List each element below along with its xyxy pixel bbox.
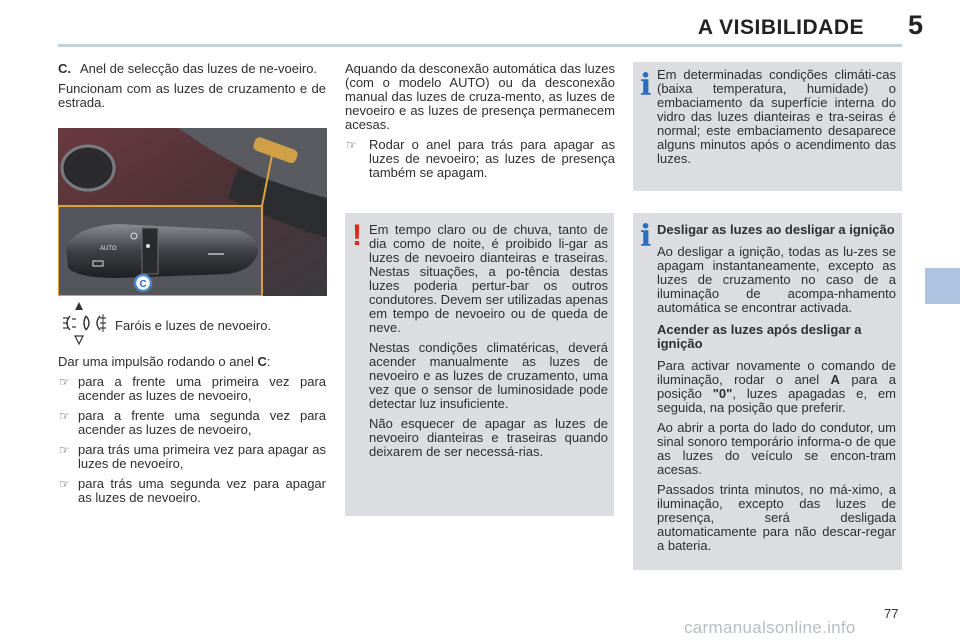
page-number: 77	[884, 606, 899, 621]
list-item-text: para trás uma segunda vez para apagar as luzes de nevoeiro.	[78, 476, 326, 505]
info-paragraph	[657, 359, 896, 415]
chapter-number: 5	[908, 10, 924, 40]
stalk-illustration	[58, 128, 327, 296]
info-text	[657, 68, 896, 166]
callout-c-label: C	[139, 279, 147, 290]
column-middle	[345, 62, 615, 180]
warning-text	[369, 223, 608, 459]
info-paragraph: Ao abrir a porta do lado do condutor, um sinal sonoro temporário informa-o de que as luzes do veículo se encon-tram acesas.	[657, 420, 896, 477]
impulse-ring-label: C	[257, 354, 267, 369]
pointing-hand-icon: ☞	[59, 443, 70, 457]
list-item-text: para a frente uma primeira vez para acender as luzes de nevoeiro,	[78, 374, 326, 403]
auto-disconnect-text: Aquando da desconexão automática das luzes (com o modelo AUTO) ou da desconexão manual das luzes de cruza-mento, as luzes de nevoeiro e as luzes de presença permanecem acesas.	[345, 61, 615, 132]
item-c-text: Anel de selecção das luzes de ne-voeiro.	[80, 61, 318, 76]
warning-paragraph: Em tempo claro ou de chuva, tanto de dia como de noite, é proibido li-gar as luzes de nevoeiro dianteiras e traseiras. Nestas situações, a po-tência destas luzes poderia pertur-bar os outros condutores. Devem ser utilizadas apenas em tempo de nevoeiro ou de queda de neve.	[369, 222, 608, 335]
position-zero-label: "0"	[712, 386, 733, 401]
pointing-hand-icon: ☞	[59, 375, 70, 389]
para2-part-c: , luzes apagadas e, em seguida, na posição que preferir.	[657, 386, 897, 415]
impulse-colon: :	[266, 354, 271, 369]
info-icon: i	[640, 219, 652, 254]
info-panel-condensation	[633, 62, 902, 191]
list-item-text: para a frente uma segunda vez para acender as luzes de nevoeiro,	[78, 408, 326, 437]
info-paragraph: Ao desligar a ignição, todas as lu-zes se apagam instantaneamente, excepto as luzes de cruzamento no caso de a iluminação de acompa-nhamento automática se encontrar activada.	[657, 244, 896, 315]
pointing-hand-icon: ☞	[59, 409, 70, 423]
header-rule	[58, 44, 902, 47]
intro-text: Funcionam com as luzes de cruzamento e de estrada.	[58, 81, 326, 110]
para2-part-a: Para activar novamente o comando de iluminação, rodar o anel	[657, 358, 896, 387]
para2-part-b: para a posição	[657, 372, 896, 401]
warning-panel	[345, 213, 614, 516]
icon-caption: Faróis e luzes de nevoeiro.	[115, 318, 272, 333]
list-item	[58, 477, 326, 505]
item-c-label: C.	[58, 61, 71, 76]
condensation-paragraph: Em determinadas condições climáti-cas (baixa temperatura, humidade) o embaciamento da superfície interna do vidro das luzes dianteiras e tra-seiras é normal; este embaciamento desaparece alguns minutos após o acendimento das luzes.	[657, 67, 896, 166]
info-heading: Desligar as luzes ao desligar a ignição	[657, 222, 895, 237]
list-item	[58, 409, 326, 437]
watermark: carmanualsonline.info	[684, 618, 856, 637]
column-left-top	[58, 62, 326, 110]
impulse-text	[58, 355, 326, 369]
list-item	[58, 443, 326, 471]
chapter-title: A VISIBILIDADE	[697, 16, 864, 39]
info-icon: i	[640, 68, 652, 103]
fog-lights-icon	[62, 300, 112, 346]
list-item	[345, 138, 615, 180]
pointing-hand-icon: ☞	[59, 477, 70, 491]
column-left-bottom	[58, 355, 326, 505]
info-heading: Acender as luzes após desligar a ignição	[657, 322, 862, 351]
chapter-side-tab	[925, 268, 960, 304]
warning-paragraph: Não esquecer de apagar as luzes de nevoeiro dianteiras e traseiras quando deixarem de ser necessá-rias.	[369, 416, 608, 459]
lighting-stalk-photo	[58, 128, 327, 296]
info-text	[657, 223, 896, 553]
info-panel-ignition	[633, 213, 902, 570]
list-item-text: Rodar o anel para trás para apagar as luzes de nevoeiro; as luzes de presença também se apagam.	[369, 137, 615, 180]
list-item-text: para trás uma primeira vez para apagar as luzes de nevoeiro,	[78, 442, 326, 471]
info-paragraph: Passados trinta minutos, no má-ximo, a iluminação, excepto das luzes de presença, será desligada automaticamente para não descar-regar a bateria.	[657, 482, 896, 553]
fog-light-icon-row	[58, 300, 326, 348]
warning-paragraph: Nestas condições climatéricas, deverá acender manualmente as luzes de nevoeiro e as luzes de cruzamento, uma vez que o sensor de luminosidade pode detectar luz insuficiente.	[369, 340, 608, 411]
ring-a-label: A	[830, 372, 840, 387]
pointing-hand-icon: ☞	[346, 138, 357, 152]
warning-icon: !	[352, 219, 362, 252]
item-c	[58, 62, 326, 76]
impulse-text-main: Dar uma impulsão rodando o anel	[58, 354, 258, 369]
auto-label: AUTO	[100, 246, 117, 252]
list-item	[58, 375, 326, 403]
